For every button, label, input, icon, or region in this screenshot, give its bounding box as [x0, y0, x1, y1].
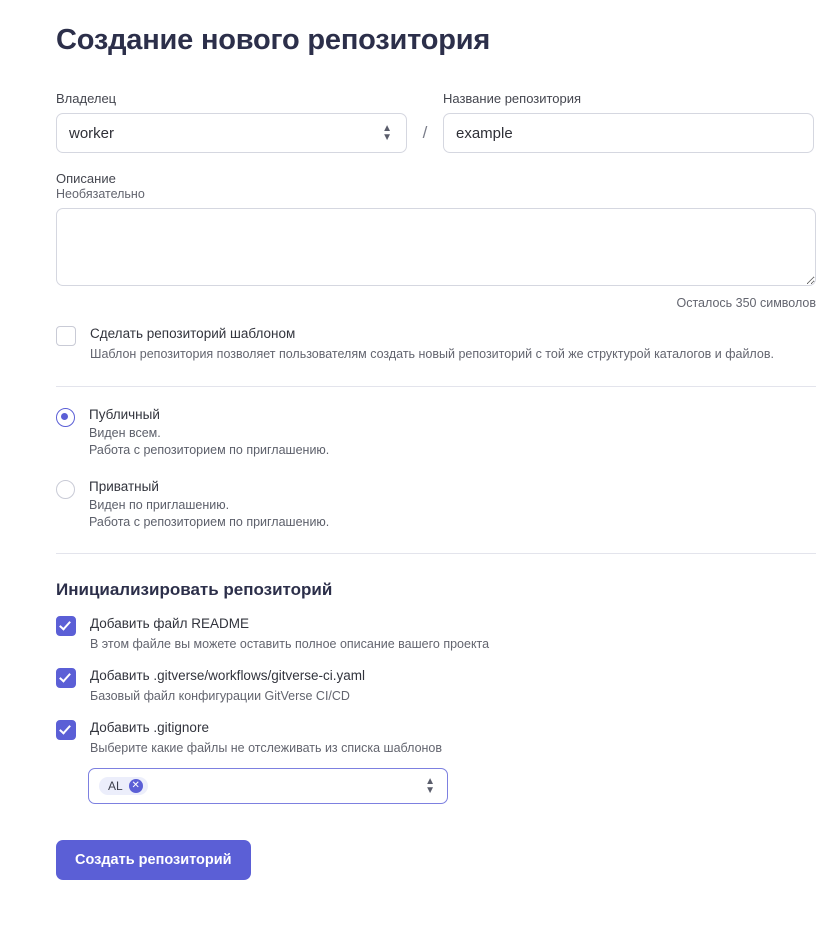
ci-title: Добавить .gitverse/workflows/gitverse-ci.yaml	[90, 668, 365, 683]
path-separator: /	[422, 123, 428, 142]
private-radio[interactable]	[56, 480, 75, 499]
create-repository-button[interactable]: Создать репозиторий	[56, 840, 251, 880]
owner-label: Владелец	[56, 91, 117, 106]
owner-select[interactable]	[56, 113, 407, 153]
visibility-option-public[interactable]	[56, 407, 814, 459]
chevron-updown-icon: ▲ ▼	[382, 123, 393, 143]
gitignore-title: Добавить .gitignore	[90, 720, 209, 735]
ci-checkbox[interactable]	[56, 668, 76, 688]
owner-select-value: worker	[69, 124, 115, 142]
visibility-option-private[interactable]	[56, 479, 814, 531]
template-checkbox-row[interactable]	[56, 325, 814, 362]
divider-bottom	[56, 553, 816, 554]
init-item-gitignore[interactable]	[56, 719, 814, 756]
repo-name-input[interactable]	[443, 113, 814, 153]
description-textarea[interactable]	[56, 208, 816, 286]
private-desc-1: Виден по приглашению.	[89, 498, 230, 512]
ci-description: Базовый файл конфигурации GitVerse CI/CD	[90, 689, 350, 703]
gitignore-texts	[90, 719, 442, 756]
init-item-readme[interactable]	[56, 615, 814, 652]
public-title: Публичный	[89, 407, 160, 422]
init-item-ci[interactable]	[56, 667, 814, 704]
private-desc-2: Работа с репозиторием по приглашению.	[89, 515, 330, 529]
readme-description: В этом файле вы можете оставить полное описание вашего проекта	[90, 637, 490, 651]
readme-checkbox[interactable]	[56, 616, 76, 636]
description-counter: Осталось 350 символов	[676, 296, 816, 310]
template-texts	[90, 325, 774, 362]
public-desc-2: Работа с репозиторием по приглашению.	[89, 443, 330, 457]
ci-texts	[90, 667, 365, 704]
public-radio[interactable]	[56, 408, 75, 427]
repo-name-label: Название репозитория	[442, 91, 582, 106]
template-checkbox[interactable]	[56, 326, 76, 346]
public-desc-1: Виден всем.	[89, 426, 161, 440]
public-texts	[89, 407, 329, 459]
private-texts	[89, 479, 329, 531]
description-label: Описание	[56, 171, 116, 186]
readme-texts	[90, 615, 489, 652]
gitignore-template-select[interactable]	[88, 768, 448, 804]
close-icon[interactable]: ✕	[129, 779, 143, 793]
repo-name-field-group	[443, 91, 814, 153]
page-title: Создание нового репозитория	[56, 24, 491, 56]
gitignore-checkbox[interactable]	[56, 720, 76, 740]
readme-title: Добавить файл README	[90, 616, 249, 631]
init-section-title: Инициализировать репозиторий	[56, 580, 333, 599]
template-title: Сделать репозиторий шаблоном	[90, 326, 296, 341]
owner-name-row	[56, 91, 814, 153]
template-description: Шаблон репозитория позволяет пользователям создать новый репозиторий с той же структурой каталогов и файлов.	[90, 347, 774, 361]
owner-field-group	[56, 91, 407, 153]
gitignore-selected-tag	[99, 777, 148, 795]
gitignore-tag-label: AL	[108, 779, 123, 793]
description-sublabel: Необязательно	[56, 187, 145, 201]
divider-top	[56, 386, 816, 387]
description-field-group	[56, 171, 814, 310]
chevron-updown-icon: ▲ ▼	[425, 776, 435, 796]
private-title: Приватный	[89, 479, 159, 494]
gitignore-description: Выберите какие файлы не отслеживать из списка шаблонов	[90, 741, 443, 755]
